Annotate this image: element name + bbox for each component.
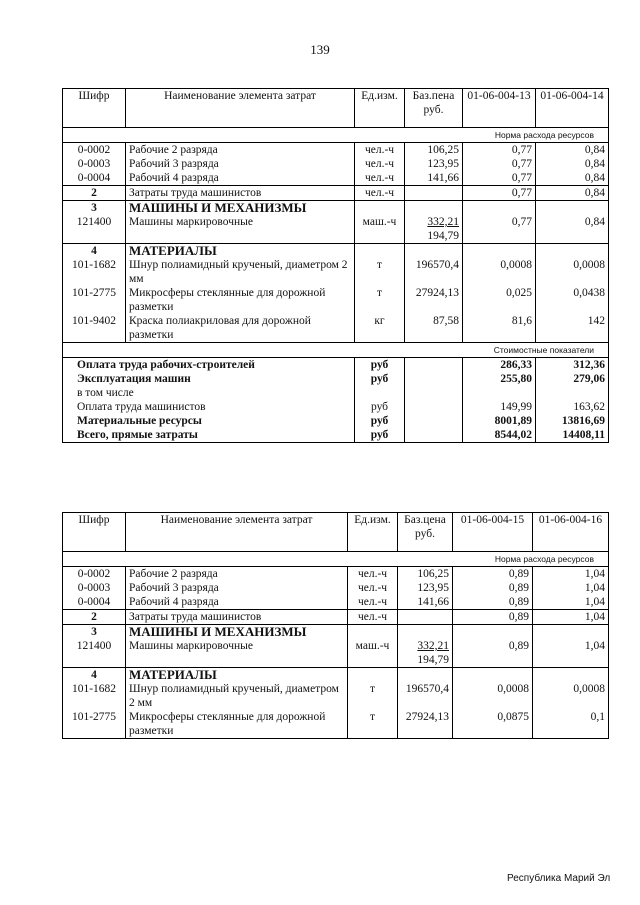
row-value-2: 0,0008 [536,258,609,286]
row-value-2: 0,84 [536,186,609,201]
row-name: Машины маркировочные [126,639,348,668]
row-value-2: 0,84 [536,157,609,171]
total-name: Оплата труда машинистов [63,400,355,414]
row-value-2: 1,04 [533,567,609,582]
row-code: 101-1682 [63,682,126,710]
row-price: 141,66 [405,171,463,186]
page-number: 139 [310,42,330,57]
row-value-1: 0,89 [453,581,533,595]
row-code: 0-0003 [63,581,126,595]
row-price: 87,58 [405,314,463,343]
row-value-2: 0,84 [536,171,609,186]
row-code: 0-0002 [63,567,126,582]
row-value-1: 0,0875 [453,710,533,739]
total-row [63,386,609,400]
row-value-2: 0,0008 [533,682,609,710]
row-code: 101-1682 [63,258,126,286]
row-name: Шнур полиамидный крученый, диаметром 2 мм [126,682,348,710]
cost-label: Стоимостные показатели [63,343,609,358]
row-name: Рабочий 4 разряда [126,171,355,186]
total-value-2: 14408,11 [536,428,609,443]
row-code: 0-0004 [63,171,126,186]
row-name: Рабочий 3 разряда [126,581,348,595]
header-col2: 01-06-004-16 [533,513,609,552]
row-code: 121400 [63,639,126,668]
row-value-1: 0,77 [463,157,536,171]
table-header-row [63,513,609,552]
table-row [63,581,609,595]
row-unit: чел.-ч [348,567,398,582]
row-value-1: 0,0008 [463,258,536,286]
row-code: 0-0004 [63,595,126,610]
row-value-1: 0,77 [463,171,536,186]
total-unit: руб [355,358,405,373]
row-unit: чел.-ч [348,581,398,595]
norm-label: Норма расхода ресурсов [63,128,609,143]
section-title: МАШИНЫ И МЕХАНИЗМЫ [126,625,348,640]
norm-label-row [63,552,609,567]
table-row [63,639,609,668]
row-code: 2 [63,186,126,201]
price-secondary: 194,79 [427,230,459,242]
total-value-2: 279,06 [536,372,609,386]
row-unit: маш.-ч [348,639,398,668]
table-row [63,143,609,158]
total-unit: руб [355,372,405,386]
row-price: 106,25 [398,567,453,582]
total-row [63,428,609,443]
row-value-2: 0,0438 [536,286,609,314]
row-value-2: 1,04 [533,639,609,668]
row-price: 196570,4 [405,258,463,286]
section-title: МАШИНЫ И МЕХАНИЗМЫ [126,201,355,216]
header-name: Наименование элемента затрат [126,89,355,128]
total-row [63,414,609,428]
row-value-1: 0,89 [453,567,533,582]
row-value-1: 0,89 [453,610,533,625]
row-unit: чел.-ч [355,186,405,201]
row-unit: т [355,286,405,314]
row-name: Машины маркировочные [126,215,355,244]
row-unit: т [348,710,398,739]
row-unit: чел.-ч [355,157,405,171]
row-code: 101-2775 [63,710,126,739]
price-secondary: 194,79 [417,654,449,666]
footer-region: Республика Марий Эл [507,873,611,884]
row-code: 101-9402 [63,314,126,343]
table-row [63,710,609,739]
row-name: Краска полиакриловая для дорожной разметки [126,314,355,343]
section-row [63,625,609,640]
table-header-row [63,89,609,128]
cost-table-1 [62,88,609,443]
total-row [63,358,609,373]
row-value-1: 0,0008 [453,682,533,710]
row-value-2: 1,04 [533,610,609,625]
table-row [63,682,609,710]
row-value-1: 0,77 [463,186,536,201]
header-code: Шифр [63,89,126,128]
row-price: 27924,13 [405,286,463,314]
row-value-1: 0,025 [463,286,536,314]
row-name: Рабочие 2 разряда [126,567,348,582]
total-unit: руб [355,400,405,414]
section-code: 4 [63,244,126,259]
row-code: 2 [63,610,126,625]
row-code: 0-0002 [63,143,126,158]
row-price [405,186,463,201]
row-unit: т [355,258,405,286]
row-value-1: 0,89 [453,595,533,610]
row-value-2: 142 [536,314,609,343]
row-name: Рабочие 2 разряда [126,143,355,158]
section-row [63,201,609,216]
total-value-1: 149,99 [463,400,536,414]
table-row [63,157,609,171]
header-code: Шифр [63,513,126,552]
table-row [63,567,609,582]
row-code: 121400 [63,215,126,244]
row-value-1: 0,77 [463,143,536,158]
total-unit: руб [355,428,405,443]
row-value-2: 0,84 [536,143,609,158]
price-underlined: 332,21 [427,216,459,228]
row-value-2: 1,04 [533,595,609,610]
header-col1: 01-06-004-13 [463,89,536,128]
row-name: Микросферы стеклянные для дорожной разметки [126,710,348,739]
total-name: в том числе [63,386,355,400]
row-name: Рабочий 3 разряда [126,157,355,171]
row-unit: чел.-ч [355,171,405,186]
section-row [63,244,609,259]
row-unit: кг [355,314,405,343]
row-price [398,610,453,625]
header-col2: 01-06-004-14 [536,89,609,128]
header-unit: Ед.изм. [355,89,405,128]
total-row [63,400,609,414]
row-price: 123,95 [398,581,453,595]
row-price: 123,95 [405,157,463,171]
row-unit: чел.-ч [348,595,398,610]
table-row [63,610,609,625]
row-unit: маш.-ч [355,215,405,244]
header-price: Баз.пена руб. [405,89,463,128]
row-price: 106,25 [405,143,463,158]
total-value-1: 8544,02 [463,428,536,443]
row-code: 101-2775 [63,286,126,314]
section-code: 3 [63,625,126,640]
total-name: Всего, прямые затраты [63,428,355,443]
norm-label-row [63,128,609,143]
header-col1: 01-06-004-15 [453,513,533,552]
header-price: Баз.цена руб. [398,513,453,552]
header-unit: Ед.изм. [348,513,398,552]
total-row [63,372,609,386]
total-value-2: 312,36 [536,358,609,373]
total-value-1: 286,33 [463,358,536,373]
section-title: МАТЕРИАЛЫ [126,668,348,683]
table-row [63,186,609,201]
row-name: Рабочий 4 разряда [126,595,348,610]
total-name: Оплата труда рабочих-строителей [63,358,355,373]
row-name: Микросферы стеклянные для дорожной разметки [126,286,355,314]
section-code: 3 [63,201,126,216]
section-code: 4 [63,668,126,683]
row-code: 0-0003 [63,157,126,171]
section-row [63,668,609,683]
row-unit: чел.-ч [355,143,405,158]
cost-label-row [63,343,609,358]
table-row [63,215,609,244]
norm-label: Норма расхода ресурсов [63,552,609,567]
row-value-2: 0,1 [533,710,609,739]
total-name: Материальные ресурсы [63,414,355,428]
row-price [398,639,453,668]
row-price: 141,66 [398,595,453,610]
price-underlined: 332,21 [417,640,449,652]
total-value-1: 255,80 [463,372,536,386]
total-unit: руб [355,414,405,428]
table-row [63,171,609,186]
cost-table-2 [62,512,609,739]
total-value-1: 8001,89 [463,414,536,428]
row-price: 196570,4 [398,682,453,710]
table-row [63,314,609,343]
table-row [63,286,609,314]
table-row [63,258,609,286]
total-name: Эксплуатация машин [63,372,355,386]
row-value-1: 0,77 [463,215,536,244]
row-value-1: 81,6 [463,314,536,343]
row-price [405,215,463,244]
row-value-1: 0,89 [453,639,533,668]
row-unit: чел.-ч [348,610,398,625]
header-name: Наименование элемента затрат [126,513,348,552]
section-title: МАТЕРИАЛЫ [126,244,355,259]
total-value-2: 13816,69 [536,414,609,428]
row-name: Шнур полиамидный крученый, диаметром 2 мм [126,258,355,286]
row-name: Затраты труда машинистов [126,186,355,201]
row-unit: т [348,682,398,710]
row-value-2: 1,04 [533,581,609,595]
total-value-2: 163,62 [536,400,609,414]
table-row [63,595,609,610]
row-value-2: 0,84 [536,215,609,244]
row-name: Затраты труда машинистов [126,610,348,625]
row-price: 27924,13 [398,710,453,739]
